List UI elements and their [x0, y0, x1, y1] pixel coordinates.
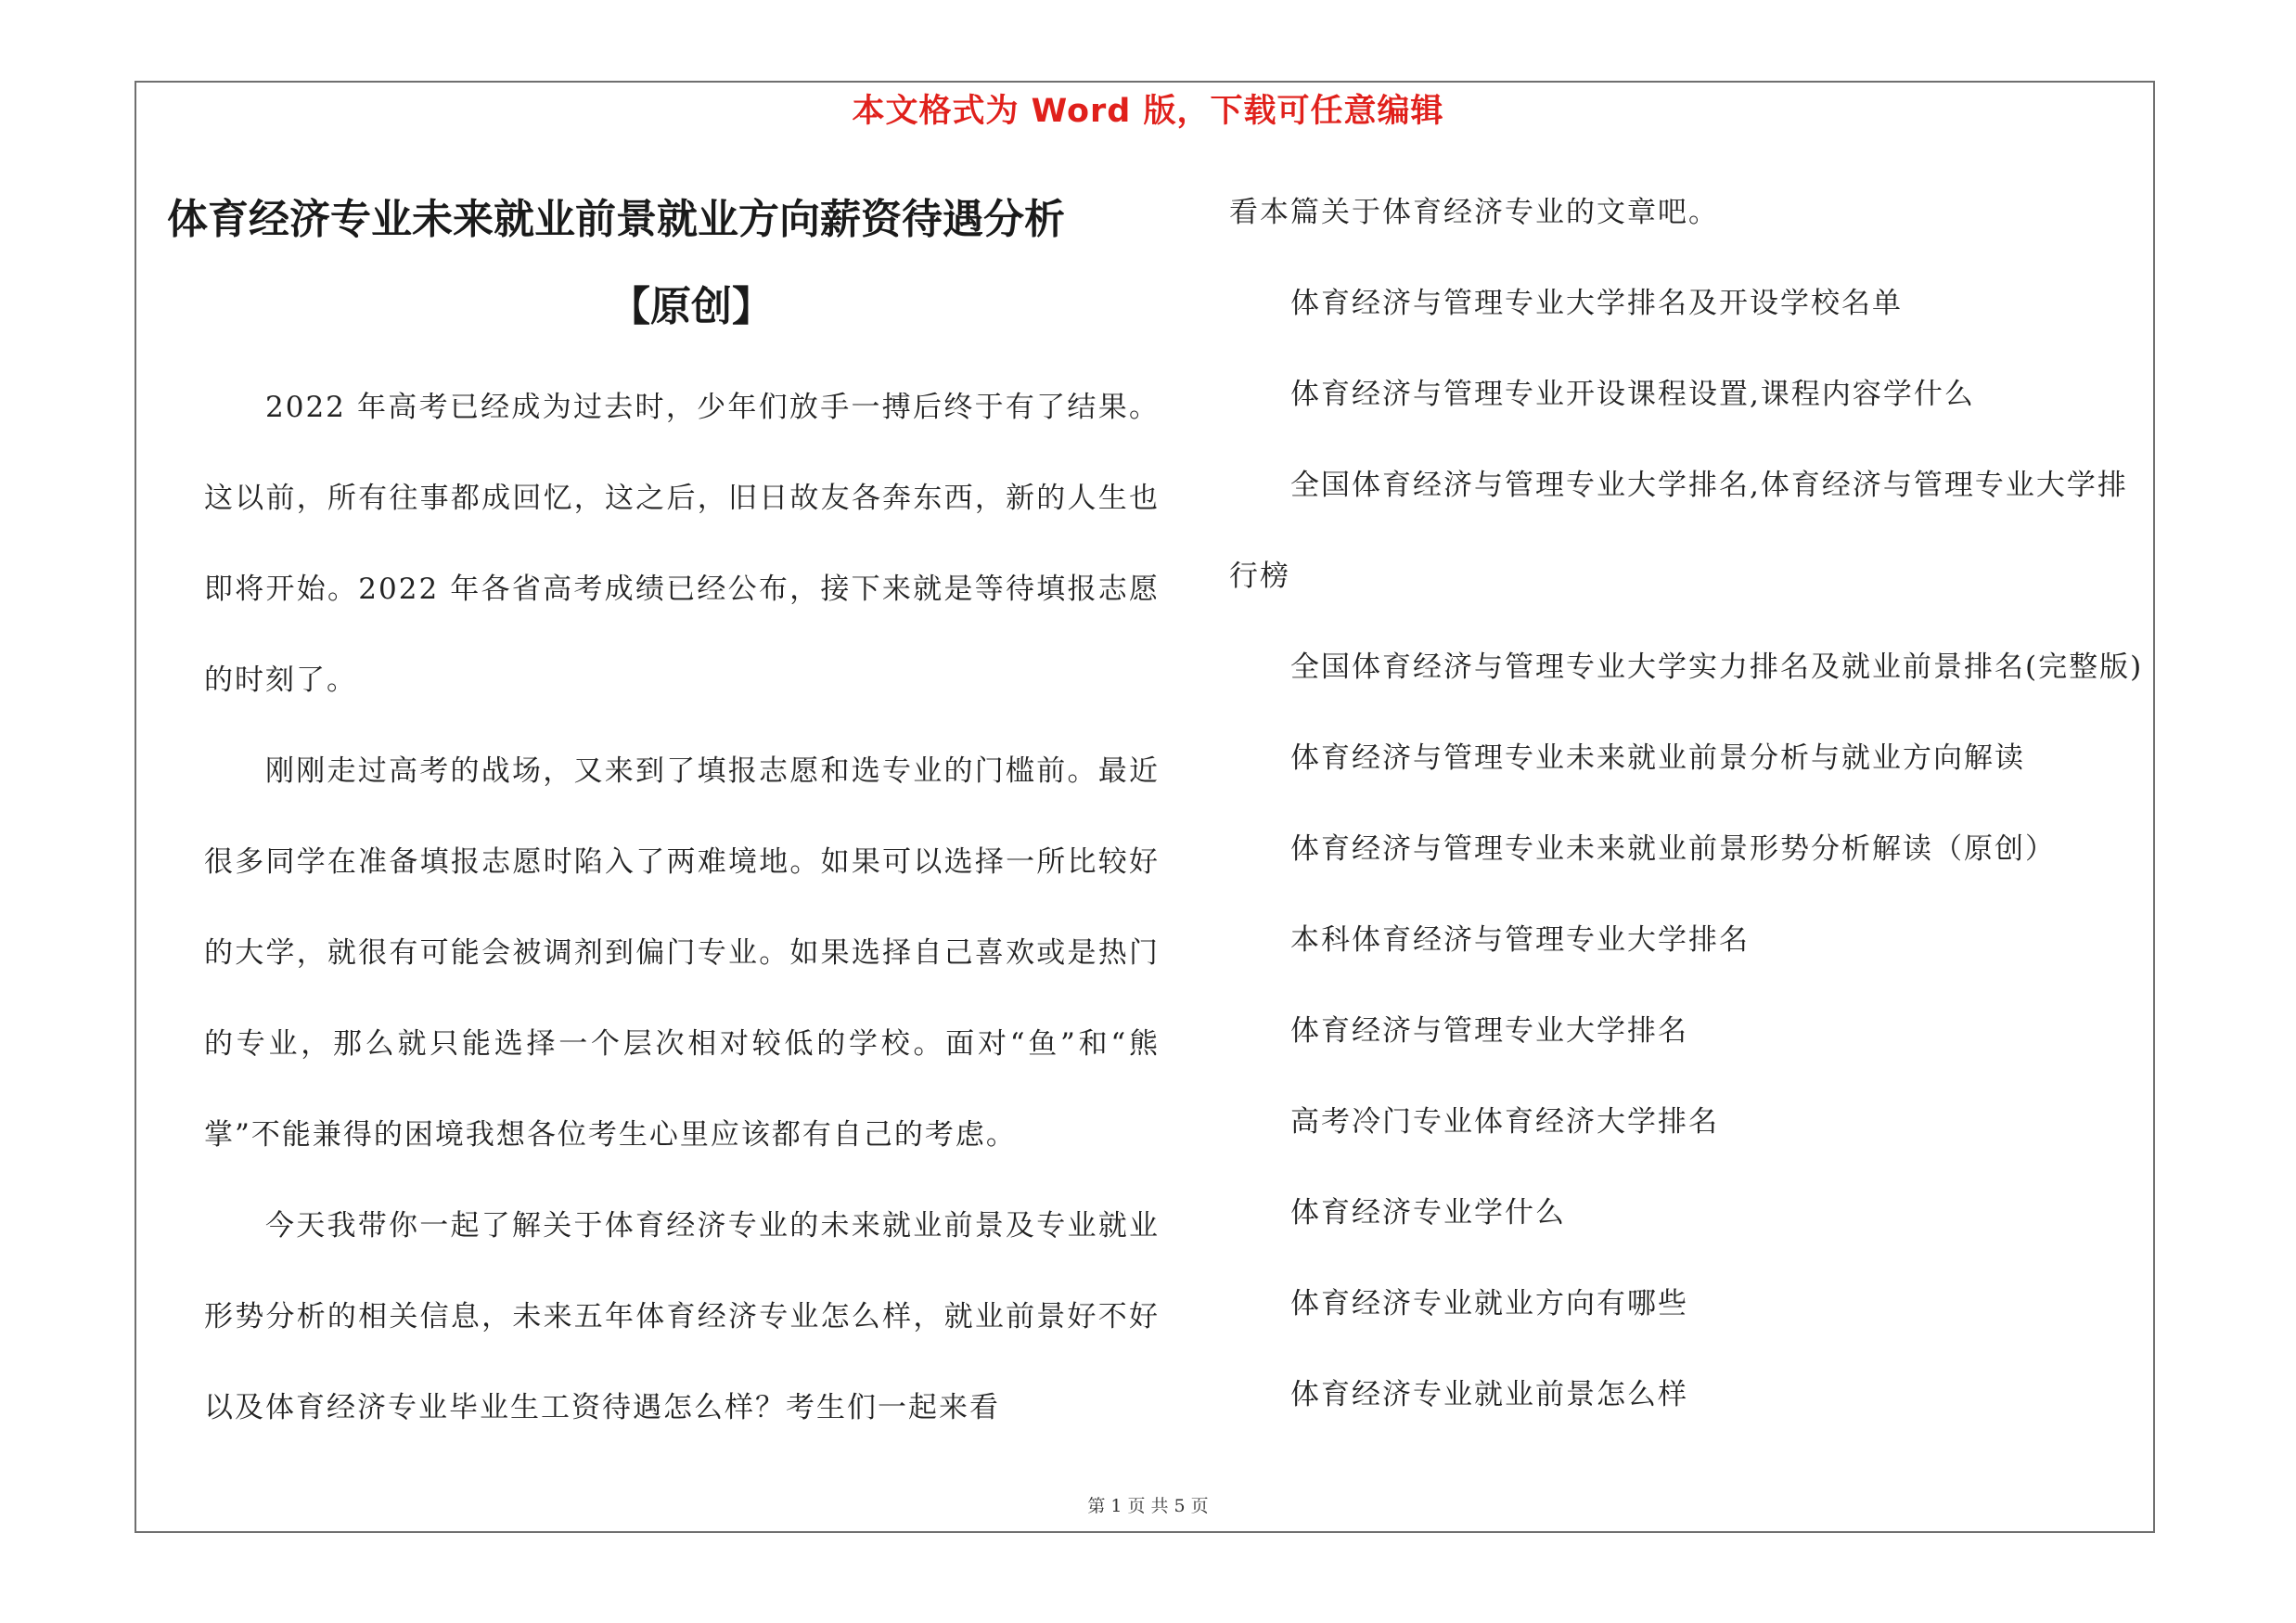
list-item: 本科体育经济与管理专业大学排名 [1290, 923, 1750, 957]
paragraph: 刚刚走过高考的战场，又来到了填报志愿和选专业的门槛前。最近很多同学在准备填报志愿时陷入了两难境地。如果可以选择一所比较好的大学，就很有可能会被调剂到偏门专业。如果选择自己喜欢或是热门的专业，那么就只能选择一个层次相对较低的学校。面对“鱼”和“熊掌”不能兼得的困境我想各位考生心里应该都有自己的考虑。 [204, 754, 1160, 1152]
left-column [167, 176, 1160, 1453]
list-item: 体育经济与管理专业未来就业前景分析与就业方向解读 [1290, 741, 2025, 775]
list-item: 体育经济与管理专业未来就业前景形势分析解读（原创） [1290, 832, 2056, 866]
list-item: 体育经济专业就业前景怎么样 [1290, 1378, 1688, 1411]
page-number: 第 1 页 共 5 页 [1087, 1496, 1209, 1516]
list-item: 体育经济专业就业方向有哪些 [1290, 1287, 1688, 1320]
banner-text: 本文格式为 Word 版，下载可任意编辑 [852, 93, 1444, 130]
paragraph-continuation: 看本篇关于体育经济专业的文章吧。 [1229, 196, 1719, 229]
word-format-banner [0, 85, 2296, 132]
right-column [1229, 167, 2166, 1440]
list-item: 高考冷门专业体育经济大学排名 [1290, 1105, 1719, 1139]
page-number-footer [0, 1492, 2296, 1517]
list-item: 体育经济与管理专业开设课程设置,课程内容学什么 [1290, 378, 1975, 411]
title-line-1: 体育经济专业未来就业前景就业方向薪资待遇分析 [167, 196, 1065, 243]
list-item: 体育经济与管理专业大学排名及开设学校名单 [1290, 287, 1903, 320]
list-item: 全国体育经济与管理专业大学实力排名及就业前景排名(完整版) [1290, 650, 2144, 684]
left-body [204, 362, 1160, 1453]
document-title [167, 176, 1215, 351]
title-line-2: 【原创】 [609, 283, 773, 330]
paragraph: 2022 年高考已经成为过去时，少年们放手一搏后终于有了结果。这以前，所有往事都成回忆，这之后，旧日故友各奔东西，新的人生也即将开始。2022 年各省高考成绩已经公布，接下来就是等待填报志愿的时刻了。 [204, 391, 1160, 697]
list-item: 全国体育经济与管理专业大学排名,体育经济与管理专业大学排行榜 [1229, 469, 2128, 593]
paragraph: 今天我带你一起了解关于体育经济专业的未来就业前景及专业就业形势分析的相关信息，未来五年体育经济专业怎么样，就业前景好不好以及体育经济专业毕业生工资待遇怎么样？考生们一起来看 [204, 1209, 1160, 1424]
list-item: 体育经济与管理专业大学排名 [1290, 1014, 1688, 1048]
list-item: 体育经济专业学什么 [1290, 1196, 1566, 1230]
